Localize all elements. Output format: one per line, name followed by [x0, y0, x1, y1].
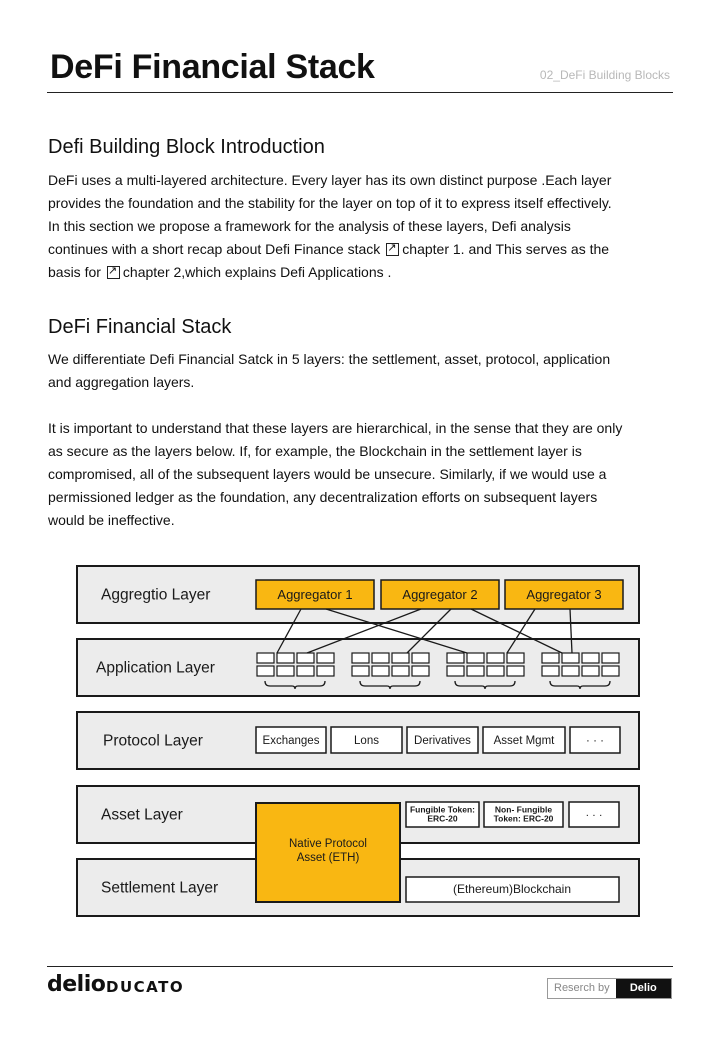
layer-label-protocol: Protocol Layer — [103, 732, 203, 750]
intro-line-text: basis for — [48, 264, 101, 280]
intro-line: provides the foundation and the stability for the layer on top of it to express itself effectively. — [48, 195, 612, 211]
app-cell — [467, 653, 484, 663]
blockchain-label: (Ethereum)Blockchain — [452, 882, 572, 897]
aggregator-label: Aggregator 1 — [277, 586, 353, 602]
research-brand: Delio LABS — [616, 979, 671, 998]
intro-line: In this section we propose a framework for the analysis of these layers, Defi analysis — [48, 218, 571, 234]
page-title: DeFi Financial Stack — [50, 48, 375, 86]
token-label: Non- Fungible — [494, 804, 553, 815]
app-cell — [602, 653, 619, 663]
app-cell — [562, 666, 579, 676]
footer-divider — [47, 966, 673, 967]
intro-heading: Defi Building Block Introduction — [48, 136, 325, 158]
stack-line: It is important to understand that these layers are hierarchical, in the sense that they are only — [48, 420, 623, 436]
stack-line: compromised, all of the subsequent layers would be unsecure. Similarly, if we would use a — [48, 466, 607, 482]
protocol-label: Lons — [354, 735, 379, 748]
layer-label-aggregation: Aggregtio Layer — [101, 586, 211, 604]
layer-label-asset: Asset Layer — [101, 806, 183, 824]
stack-heading: DeFi Financial Stack — [48, 316, 232, 338]
app-cell — [507, 653, 524, 663]
protocol-label: Asset Mgmt — [493, 735, 555, 748]
app-cell — [582, 653, 599, 663]
app-cell — [487, 666, 504, 676]
app-cell — [372, 666, 389, 676]
research-label: Reserch by — [554, 982, 610, 994]
app-cell — [297, 653, 314, 663]
app-cell — [392, 653, 409, 663]
app-cell — [392, 666, 409, 676]
app-cell — [582, 666, 599, 676]
token-label: · · · — [585, 809, 603, 822]
app-cell — [352, 653, 369, 663]
app-cell — [542, 666, 559, 676]
app-cell — [467, 666, 484, 676]
chapter-2-link[interactable]: chapter 2,which explains Defi Applications . — [122, 264, 392, 280]
native-asset-label: Asset (ETH) — [296, 852, 360, 865]
app-cell — [257, 653, 274, 663]
app-cell — [412, 653, 429, 663]
research-badge — [547, 978, 672, 1013]
app-cell — [447, 666, 464, 676]
layer-label-settlement: Settlement Layer — [101, 879, 219, 897]
app-cell — [317, 653, 334, 663]
native-asset-label: Native Protocol — [289, 838, 367, 851]
app-cell — [562, 653, 579, 663]
token-label: Token: ERC-20 — [493, 813, 554, 824]
app-cell — [277, 653, 294, 663]
aggregator-label: Aggregator 2 — [402, 586, 478, 602]
stack-line: permissioned ledger as the foundation, any decentralization efforts on subsequent layers — [48, 489, 598, 505]
app-cell — [257, 666, 274, 676]
stack-line: as secure as the layers below. If, for example, the Blockchain in the settlement layer is — [48, 443, 582, 459]
aggregator-label: Aggregator 3 — [526, 586, 602, 602]
intro-line-text: continues with a short recap about Defi Finance stack — [48, 241, 381, 257]
intro-line: DeFi uses a multi-layered architecture. Every layer has its own distinct purpose .Each layer — [48, 172, 612, 188]
token-label: Fungible Token: — [409, 804, 476, 815]
app-cell — [372, 653, 389, 663]
protocol-label: Exchanges — [262, 735, 320, 748]
ducato-logo: DUCATO — [106, 978, 185, 996]
app-cell — [447, 653, 464, 663]
protocol-label: Derivatives — [414, 735, 471, 748]
app-cell — [602, 666, 619, 676]
app-cell — [277, 666, 294, 676]
section-code: 02_DeFi Building Blocks — [539, 68, 670, 82]
stack-line: would be ineffective. — [48, 512, 175, 528]
token-label: ERC-20 — [427, 813, 458, 824]
chapter-1-link[interactable]: chapter 1. — [402, 241, 465, 257]
app-cell — [297, 666, 314, 676]
app-cell — [352, 666, 369, 676]
app-cell — [487, 653, 504, 663]
delio-logo: delio — [47, 972, 106, 997]
app-cell — [317, 666, 334, 676]
stack-line: We differentiate Defi Financial Satck in 5 layers: the settlement, asset, protocol, application — [48, 351, 611, 367]
layer-label-application: Application Layer — [96, 659, 215, 677]
stack-line: and aggregation layers. — [48, 374, 195, 390]
protocol-label: · · · — [586, 735, 604, 748]
app-cell — [507, 666, 524, 676]
app-cell — [542, 653, 559, 663]
app-cell — [412, 666, 429, 676]
intro-line-text: and This serves as the — [464, 241, 610, 257]
